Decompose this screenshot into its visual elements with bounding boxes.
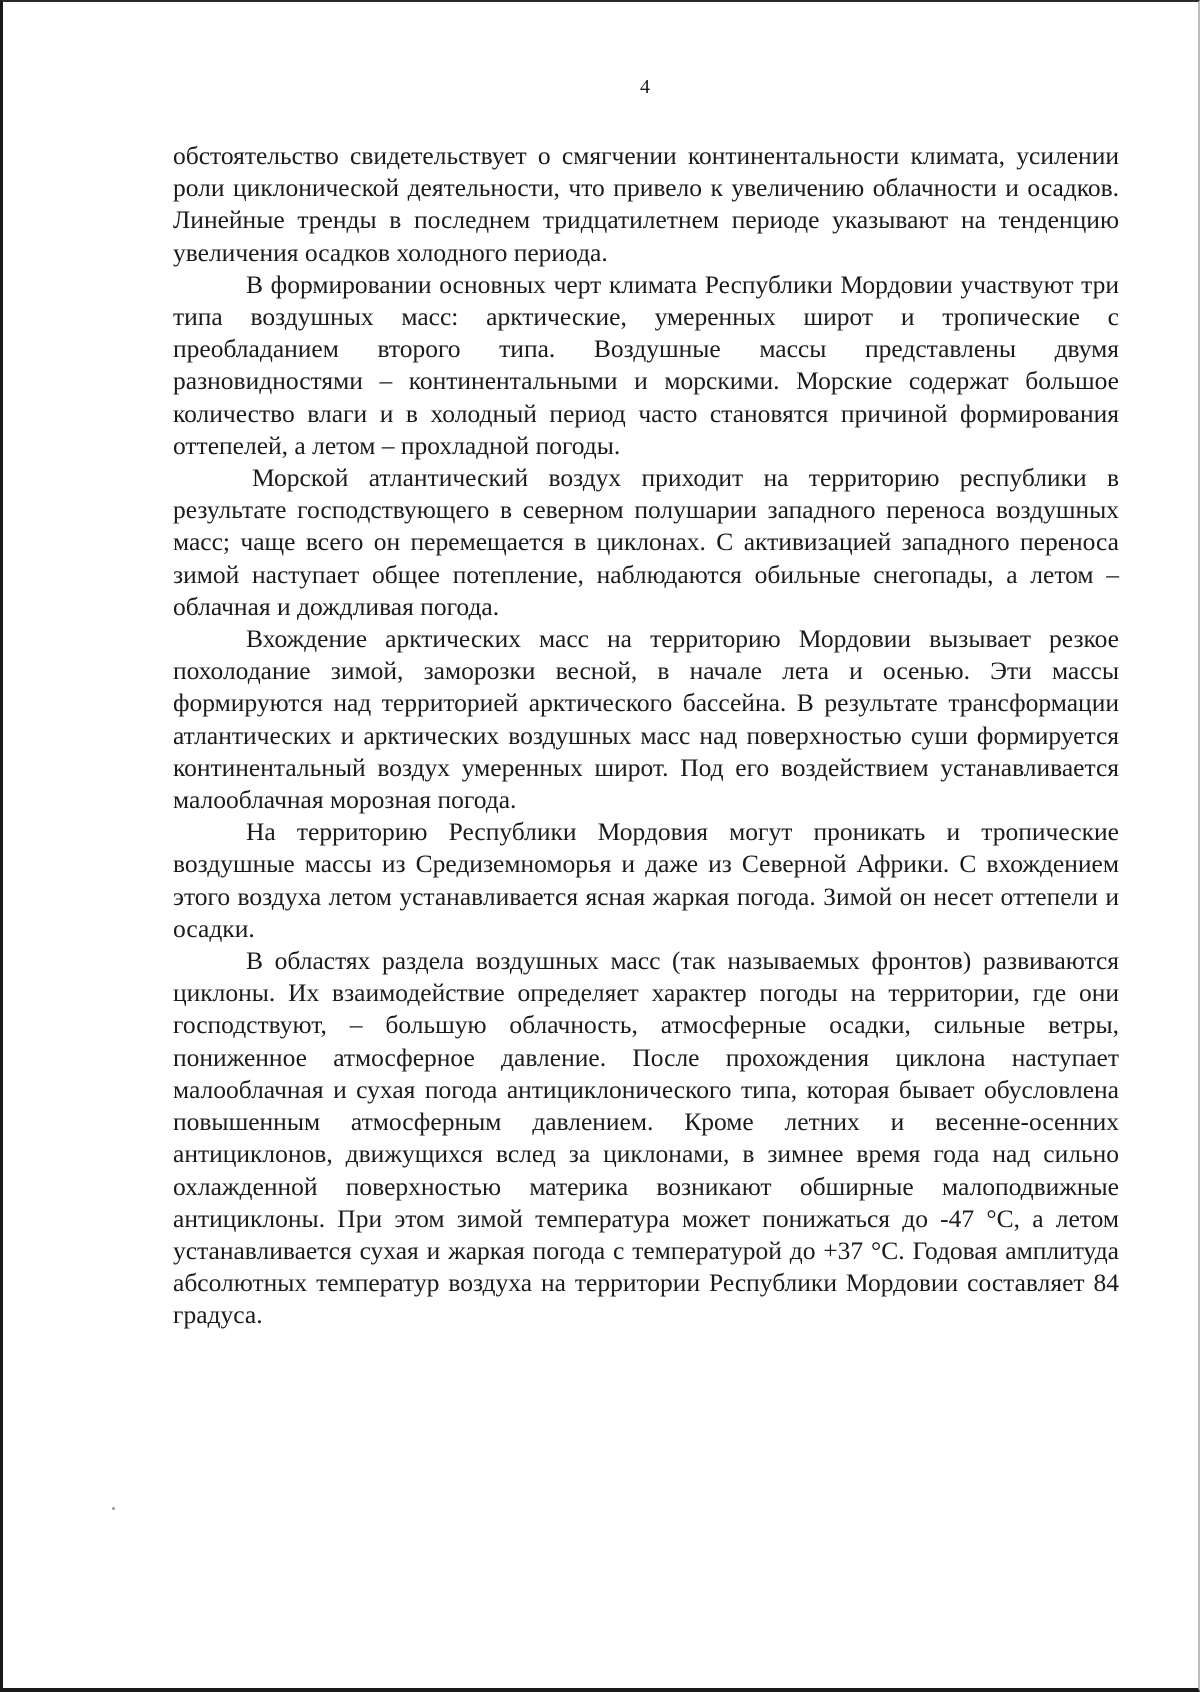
page-number: 4	[640, 76, 650, 98]
paragraph-air-mass-types: В формировании основных черт климата Республики Мордовии участвуют три типа воздушных масс: арктические, умеренных широт и тропические с преобладанием второго типа. Воздушные массы представлены двумя разновидностями – континентальными и морскими. Морские содержат большое количество влаги и в холодный период часто становятся причиной формирования оттепелей, а летом – прохладной погоды.	[173, 269, 1119, 460]
scan-speck	[112, 1507, 115, 1510]
paragraph-cyclones: В областях раздела воздушных масс (так называемых фронтов) развиваются циклоны. Их взаимодействие определяет характер погоды на территории, где они господствуют, – большую облачность, атмосферные осадки, сильные ветры, пониженное атмосферное давление. После прохождения циклона наступает малооблачная и сухая погода антициклонического типа, которая бывает обусловлена повышенным атмосферным давлением. Кроме летних и весенне-осенних антициклонов, движущихся вслед за циклонами, в зимнее время года над сильно охлажденной поверхностью материка возникают обширные малоподвижные антициклоны. При этом зимой температура может понижаться до -47 °С, а летом устанавливается сухая и жаркая погода с температурой до +37 °С. Годовая амплитуда абсолютных температур воздуха на территории Республики Мордовии составляет 84 градуса.	[173, 946, 1119, 1330]
paragraph-arctic-air: Вхождение арктических масс на территорию Мордовии вызывает резкое похолодание зимой, заморозки весной, в начале лета и осенью. Эти массы формируются над территорией арктического бассейна. В результате трансформации атлантических и арктических воздушных масс над поверхностью суши формируется континентальный воздух умеренных широт. Под его воздействием устанавливается малооблачная морозная погода.	[173, 624, 1119, 815]
paragraph-tropical-air: На территорию Республики Мордовия могут проникать и тропические воздушные массы из Средиземноморья и даже из Северной Африки. С вхождением этого воздуха летом устанавливается ясная жаркая погода. Зимой он несет оттепели и осадки.	[173, 817, 1119, 943]
document-body	[173, 140, 1119, 1332]
paragraph-atlantic-air: Морской атлантический воздух приходит на территорию республики в результате господствующего в северном полушарии западного переноса воздушных масс; чаще всего он перемещается в циклонах. С активизацией западного переноса зимой наступает общее потепление, наблюдаются обильные снегопады, а летом – облачная и дождливая погода.	[173, 463, 1119, 621]
paragraph-continuation: обстоятельство свидетельствует о смягчении континентальности климата, усилении роли циклонической деятельности, что привело к увеличению облачности и осадков. Линейные тренды в последнем тридцатилетнем периоде указывают на тенденцию увеличения осадков холодного периода.	[173, 141, 1119, 267]
